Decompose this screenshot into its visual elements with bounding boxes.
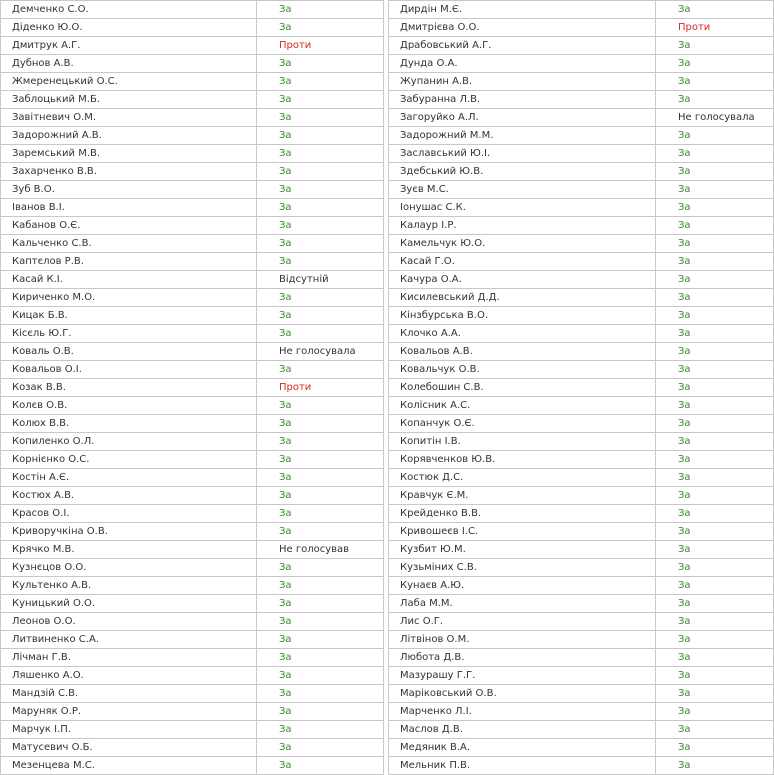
vote-result: За — [257, 91, 384, 109]
vote-result: За — [257, 253, 384, 271]
vote-result: За — [257, 415, 384, 433]
table-row — [1, 145, 384, 163]
vote-table — [0, 0, 384, 775]
vote-result: За — [656, 451, 774, 469]
table-row — [1, 613, 384, 631]
vote-result: За — [656, 379, 774, 397]
vote-result: За — [656, 307, 774, 325]
deputy-name: Марченко Л.І. — [389, 703, 656, 721]
table-row — [1, 271, 384, 289]
table-row — [1, 577, 384, 595]
vote-result: Проти — [257, 37, 384, 55]
deputy-name: Маслов Д.В. — [389, 721, 656, 739]
vote-result: За — [656, 73, 774, 91]
table-row — [389, 523, 774, 541]
deputy-name: Красов О.І. — [1, 505, 257, 523]
deputy-name: Костюх А.В. — [1, 487, 257, 505]
table-row — [1, 703, 384, 721]
deputy-name: Мельник П.В. — [389, 757, 656, 775]
table-row — [389, 37, 774, 55]
vote-result: За — [656, 631, 774, 649]
deputy-name: Колєв О.В. — [1, 397, 257, 415]
table-row — [1, 415, 384, 433]
table-row — [389, 433, 774, 451]
table-row — [389, 325, 774, 343]
deputy-name: Лічман Г.В. — [1, 649, 257, 667]
deputy-name: Калаур І.Р. — [389, 217, 656, 235]
deputy-name: Кириченко М.О. — [1, 289, 257, 307]
deputy-name: Загоруйко А.Л. — [389, 109, 656, 127]
vote-result: За — [257, 451, 384, 469]
vote-result: За — [257, 757, 384, 775]
deputy-name: Марчук І.П. — [1, 721, 257, 739]
vote-result: За — [656, 613, 774, 631]
vote-result: За — [257, 739, 384, 757]
deputy-name: Дубнов А.В. — [1, 55, 257, 73]
vote-result: За — [257, 559, 384, 577]
vote-result: За — [656, 703, 774, 721]
deputy-name: Діденко Ю.О. — [1, 19, 257, 37]
table-row — [1, 451, 384, 469]
table-row — [1, 487, 384, 505]
deputy-name: Кальченко С.В. — [1, 235, 257, 253]
table-row — [1, 307, 384, 325]
deputy-name: Кузбит Ю.М. — [389, 541, 656, 559]
vote-result: За — [656, 289, 774, 307]
deputy-name: Заремський М.В. — [1, 145, 257, 163]
table-row — [1, 541, 384, 559]
table-row — [389, 559, 774, 577]
table-row — [389, 181, 774, 199]
table-row — [1, 721, 384, 739]
deputy-name: Зуб В.О. — [1, 181, 257, 199]
table-row — [389, 289, 774, 307]
table-row — [389, 19, 774, 37]
table-row — [389, 595, 774, 613]
table-row — [389, 73, 774, 91]
vote-result: За — [656, 721, 774, 739]
vote-result: За — [257, 631, 384, 649]
deputy-name: Ковальов А.В. — [389, 343, 656, 361]
table-row — [389, 55, 774, 73]
deputy-name: Кицак Б.В. — [1, 307, 257, 325]
table-row — [1, 757, 384, 775]
deputy-name: Копиленко О.Л. — [1, 433, 257, 451]
vote-result: За — [257, 1, 384, 19]
vote-result: За — [257, 145, 384, 163]
table-row — [389, 667, 774, 685]
deputy-name: Коваль О.В. — [1, 343, 257, 361]
deputy-name: Леонов О.О. — [1, 613, 257, 631]
deputy-name: Медяник В.А. — [389, 739, 656, 757]
deputy-name: Мазурашу Г.Г. — [389, 667, 656, 685]
vote-result: За — [257, 361, 384, 379]
table-row — [1, 379, 384, 397]
table-row — [389, 649, 774, 667]
table-row — [389, 145, 774, 163]
vote-result: За — [656, 469, 774, 487]
table-row — [1, 739, 384, 757]
deputy-name: Дмитрієва О.О. — [389, 19, 656, 37]
deputy-name: Куницький О.О. — [1, 595, 257, 613]
deputy-name: Кінзбурська В.О. — [389, 307, 656, 325]
vote-result: За — [257, 505, 384, 523]
table-row — [389, 253, 774, 271]
deputy-name: Колебошин С.В. — [389, 379, 656, 397]
table-row — [1, 109, 384, 127]
table-row — [389, 739, 774, 757]
vote-result: За — [257, 289, 384, 307]
table-row — [1, 217, 384, 235]
deputy-name: Задорожний М.М. — [389, 127, 656, 145]
table-row — [1, 523, 384, 541]
vote-result: За — [257, 55, 384, 73]
deputy-name: Качура О.А. — [389, 271, 656, 289]
table-row — [389, 271, 774, 289]
deputy-name: Ковальов О.І. — [1, 361, 257, 379]
vote-result: Проти — [656, 19, 774, 37]
deputy-name: Лаба М.М. — [389, 595, 656, 613]
vote-result: За — [656, 343, 774, 361]
deputy-name: Камельчук Ю.О. — [389, 235, 656, 253]
deputy-name: Забуранна Л.В. — [389, 91, 656, 109]
vote-table — [388, 0, 774, 775]
deputy-name: Корявченков Ю.В. — [389, 451, 656, 469]
vote-result: За — [257, 577, 384, 595]
vote-result: За — [257, 667, 384, 685]
deputy-name: Касай Г.О. — [389, 253, 656, 271]
deputy-name: Захарченко В.В. — [1, 163, 257, 181]
vote-result: За — [257, 487, 384, 505]
vote-result: За — [656, 505, 774, 523]
table-row — [1, 199, 384, 217]
deputy-name: Клочко А.А. — [389, 325, 656, 343]
table-row — [1, 91, 384, 109]
vote-result: За — [257, 217, 384, 235]
table-row — [1, 343, 384, 361]
deputy-name: Матусевич О.Б. — [1, 739, 257, 757]
deputy-name: Крячко М.В. — [1, 541, 257, 559]
table-row — [389, 415, 774, 433]
vote-result: За — [656, 397, 774, 415]
deputy-name: Мандзій С.В. — [1, 685, 257, 703]
vote-result: За — [656, 253, 774, 271]
vote-result: За — [656, 541, 774, 559]
deputy-name: Кузнєцов О.О. — [1, 559, 257, 577]
vote-result: За — [656, 361, 774, 379]
table-row — [389, 235, 774, 253]
deputy-name: Іонушас С.К. — [389, 199, 656, 217]
vote-result: За — [656, 55, 774, 73]
table-row — [389, 1, 774, 19]
table-row — [389, 721, 774, 739]
vote-result: За — [656, 685, 774, 703]
vote-result: За — [257, 523, 384, 541]
deputy-name: Драбовський А.Г. — [389, 37, 656, 55]
table-row — [1, 181, 384, 199]
table-row — [1, 73, 384, 91]
vote-table-right — [388, 0, 774, 775]
deputy-name: Каптєлов Р.В. — [1, 253, 257, 271]
deputy-name: Заславський Ю.І. — [389, 145, 656, 163]
vote-result: За — [257, 163, 384, 181]
table-row — [389, 307, 774, 325]
vote-result: За — [257, 235, 384, 253]
vote-result: Проти — [257, 379, 384, 397]
table-row — [389, 163, 774, 181]
vote-result: За — [257, 433, 384, 451]
deputy-name: Дирдін М.Є. — [389, 1, 656, 19]
deputy-name: Кузьміних С.В. — [389, 559, 656, 577]
table-row — [389, 361, 774, 379]
vote-result: За — [257, 19, 384, 37]
vote-result: За — [656, 739, 774, 757]
deputy-name: Колюх В.В. — [1, 415, 257, 433]
table-row — [1, 37, 384, 55]
vote-result: За — [656, 325, 774, 343]
vote-result: За — [656, 595, 774, 613]
table-row — [1, 235, 384, 253]
vote-result: За — [656, 577, 774, 595]
vote-result: Не голосувала — [656, 109, 774, 127]
deputy-name: Костюк Д.С. — [389, 469, 656, 487]
table-row — [1, 253, 384, 271]
vote-result: За — [257, 127, 384, 145]
deputy-name: Кривошеєв І.С. — [389, 523, 656, 541]
table-row — [1, 361, 384, 379]
deputy-name: Завітневич О.М. — [1, 109, 257, 127]
table-row — [1, 127, 384, 145]
deputy-name: Костін А.Є. — [1, 469, 257, 487]
table-row — [1, 433, 384, 451]
deputy-name: Корнієнко О.С. — [1, 451, 257, 469]
vote-result: За — [257, 199, 384, 217]
table-row — [389, 379, 774, 397]
deputy-name: Кравчук Є.М. — [389, 487, 656, 505]
table-row — [389, 91, 774, 109]
deputy-name: Літвінов О.М. — [389, 631, 656, 649]
vote-result: Відсутній — [257, 271, 384, 289]
vote-result: За — [656, 523, 774, 541]
table-row — [389, 397, 774, 415]
table-row — [1, 559, 384, 577]
table-row — [1, 595, 384, 613]
vote-result: За — [257, 109, 384, 127]
deputy-name: Касай К.І. — [1, 271, 257, 289]
deputy-name: Маруняк О.Р. — [1, 703, 257, 721]
table-row — [389, 505, 774, 523]
table-row — [389, 217, 774, 235]
deputy-name: Маріковський О.В. — [389, 685, 656, 703]
deputy-name: Дмитрук А.Г. — [1, 37, 257, 55]
vote-result: Не голосувала — [257, 343, 384, 361]
vote-result: За — [656, 271, 774, 289]
deputy-name: Дунда О.А. — [389, 55, 656, 73]
table-row — [389, 577, 774, 595]
table-row — [1, 325, 384, 343]
deputy-name: Лис О.Г. — [389, 613, 656, 631]
deputy-name: Культенко А.В. — [1, 577, 257, 595]
deputy-name: Криворучкіна О.В. — [1, 523, 257, 541]
table-row — [389, 685, 774, 703]
vote-result: За — [656, 433, 774, 451]
table-row — [389, 487, 774, 505]
vote-table-body — [389, 1, 774, 775]
vote-result: За — [656, 199, 774, 217]
vote-result: За — [656, 1, 774, 19]
deputy-name: Кисилевський Д.Д. — [389, 289, 656, 307]
vote-result: За — [656, 217, 774, 235]
deputy-name: Заблоцький М.Б. — [1, 91, 257, 109]
table-row — [1, 631, 384, 649]
deputy-name: Литвиненко С.А. — [1, 631, 257, 649]
vote-result: За — [656, 37, 774, 55]
table-row — [1, 667, 384, 685]
deputy-name: Зуєв М.С. — [389, 181, 656, 199]
table-row — [389, 757, 774, 775]
vote-result: За — [656, 163, 774, 181]
deputy-name: Жмеренецький О.С. — [1, 73, 257, 91]
vote-result: За — [656, 487, 774, 505]
vote-result: За — [656, 91, 774, 109]
vote-result: За — [656, 127, 774, 145]
table-row — [389, 469, 774, 487]
vote-result: За — [656, 145, 774, 163]
vote-result: За — [257, 73, 384, 91]
vote-result: За — [257, 721, 384, 739]
vote-result: За — [656, 649, 774, 667]
deputy-name: Кабанов О.Є. — [1, 217, 257, 235]
table-row — [1, 19, 384, 37]
table-row — [389, 127, 774, 145]
table-row — [389, 613, 774, 631]
table-row — [389, 631, 774, 649]
table-row — [389, 199, 774, 217]
deputy-name: Копитін І.В. — [389, 433, 656, 451]
vote-result: За — [656, 757, 774, 775]
vote-result: За — [257, 397, 384, 415]
table-row — [1, 505, 384, 523]
vote-result: За — [656, 559, 774, 577]
deputy-name: Задорожний А.В. — [1, 127, 257, 145]
table-row — [1, 55, 384, 73]
table-row — [389, 451, 774, 469]
deputy-name: Ляшенко А.О. — [1, 667, 257, 685]
deputy-name: Колісник А.С. — [389, 397, 656, 415]
table-row — [389, 343, 774, 361]
table-row — [1, 685, 384, 703]
table-row — [1, 469, 384, 487]
vote-result: За — [257, 325, 384, 343]
table-row — [1, 1, 384, 19]
vote-result: За — [257, 613, 384, 631]
table-row — [1, 163, 384, 181]
deputy-name: Козак В.В. — [1, 379, 257, 397]
vote-result: За — [656, 415, 774, 433]
vote-table-body — [1, 1, 384, 775]
vote-result: За — [257, 181, 384, 199]
deputy-name: Мезенцева М.С. — [1, 757, 257, 775]
deputy-name: Ковальчук О.В. — [389, 361, 656, 379]
table-row — [1, 397, 384, 415]
deputy-name: Кісєль Ю.Г. — [1, 325, 257, 343]
deputy-name: Жупанин А.В. — [389, 73, 656, 91]
table-row — [389, 703, 774, 721]
deputy-name: Крейденко В.В. — [389, 505, 656, 523]
table-row — [389, 109, 774, 127]
vote-result: За — [656, 667, 774, 685]
vote-result: За — [257, 307, 384, 325]
vote-result: За — [257, 595, 384, 613]
deputy-name: Копанчук О.Є. — [389, 415, 656, 433]
table-row — [1, 649, 384, 667]
deputy-name: Демченко С.О. — [1, 1, 257, 19]
vote-table-left — [0, 0, 384, 775]
table-row — [1, 289, 384, 307]
deputy-name: Кунаєв А.Ю. — [389, 577, 656, 595]
table-row — [389, 541, 774, 559]
vote-result: Не голосував — [257, 541, 384, 559]
vote-result: За — [656, 235, 774, 253]
vote-result: За — [257, 469, 384, 487]
deputy-name: Любота Д.В. — [389, 649, 656, 667]
deputy-name: Здебський Ю.В. — [389, 163, 656, 181]
vote-result: За — [656, 181, 774, 199]
deputy-name: Іванов В.І. — [1, 199, 257, 217]
vote-result: За — [257, 685, 384, 703]
vote-result: За — [257, 703, 384, 721]
vote-result: За — [257, 649, 384, 667]
